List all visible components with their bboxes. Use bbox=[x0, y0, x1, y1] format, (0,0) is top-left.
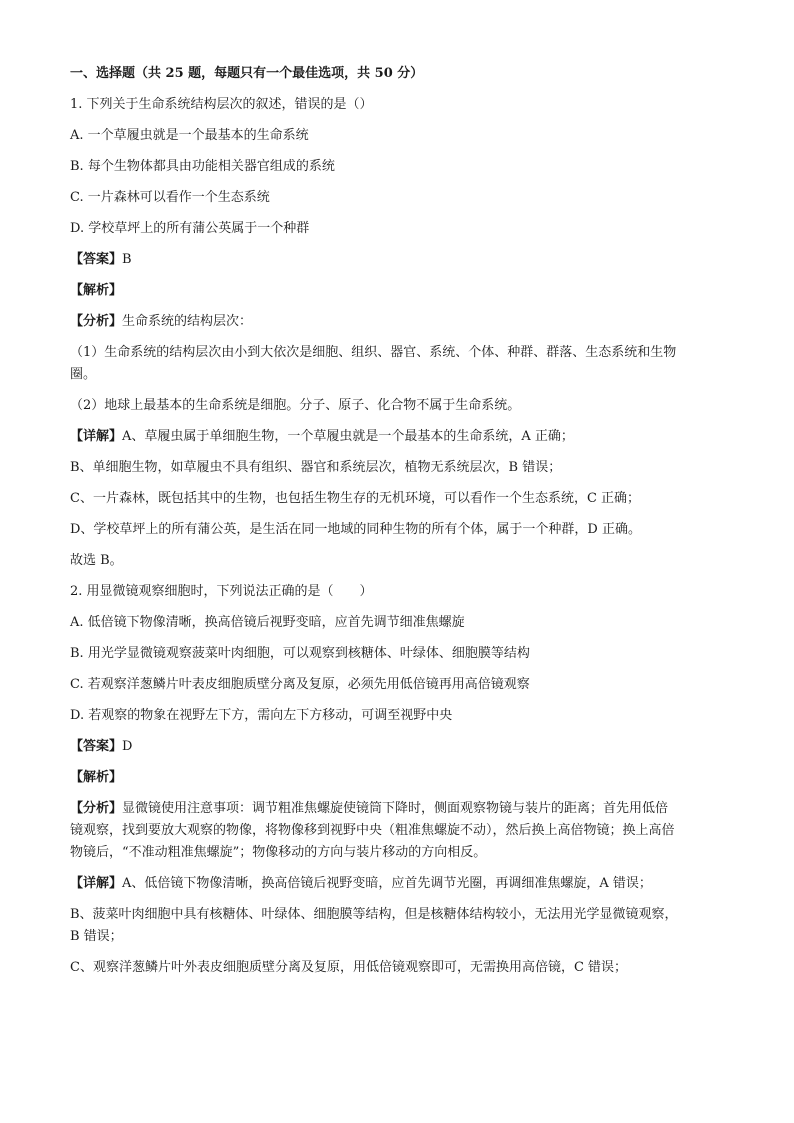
question-2-option-c: C. 若观察洋葱鳞片叶表皮细胞质壁分离及复原，必须先用低倍镜再用高倍镜观察 bbox=[70, 677, 530, 692]
question-2-analysis-tag: 【解析】 bbox=[70, 770, 123, 785]
question-2-option-a: A. 低倍镜下物像清晰，换高倍镜后视野变暗，应首先调节细准焦螺旋 bbox=[70, 615, 465, 630]
question-2-detail-b: B、菠菜叶肉细胞中具有核糖体、叶绿体、细胞膜等结构，但是核糖体结构较小，无法用光学显微镜观察， bbox=[70, 907, 678, 922]
question-1-option-b: B. 每个生物体都具由功能相关器官组成的系统 bbox=[70, 159, 335, 174]
answer-tag: 【答案】 bbox=[70, 739, 123, 754]
fenxi-tag: 【分析】 bbox=[70, 801, 123, 816]
question-1-detail-c: C、一片森林，既包括其中的生物，也包括生物生存的无机环境，可以看作一个生态系统，C 正确； bbox=[70, 491, 641, 506]
question-1-point-2: （2）地球上最基本的生命系统是细胞。分子、原子、化合物不属于生命系统。 bbox=[70, 398, 521, 413]
question-2-detail-c: C、观察洋葱鳞片叶外表皮细胞质壁分离及复原，用低倍镜观察即可，无需换用高倍镜，C 错误； bbox=[70, 960, 628, 975]
question-1-analysis-tag: 【解析】 bbox=[70, 283, 123, 298]
question-1-detail-d: D、学校草坪上的所有蒲公英，是生活在同一地域的同种生物的所有个体，属于一个种群，D 正确。 bbox=[70, 522, 641, 537]
question-1-fenxi bbox=[70, 312, 734, 332]
answer-value: D bbox=[122, 739, 133, 754]
question-1-answer bbox=[70, 250, 734, 270]
question-2-option-d: D. 若观察的物象在视野左下方，需向左下方移动，可调至视野中央 bbox=[70, 708, 453, 723]
section-title: 一、选择题（共 25 题，每题只有一个最佳选项，共 50 分） bbox=[70, 66, 424, 81]
question-1-point-1: （1）生命系统的结构层次由小到大依次是细胞、组织、器官、系统、个体、种群、群落、生态系统和生物 bbox=[70, 345, 677, 360]
fenxi-text: 生命系统的结构层次： bbox=[122, 314, 253, 329]
question-2-fenxi-cont-1: 镜观察，找到要放大观察的物像，将物像移到视野中央（粗准焦螺旋不动），然后换上高倍物镜；换上高倍 bbox=[70, 823, 675, 838]
question-1-stem: 1. 下列关于生命系统结构层次的叙述，错误的是（） bbox=[70, 97, 373, 112]
question-2-fenxi-cont-2: 物镜后，“不准动粗准焦螺旋”；物像移动的方向与装片移动的方向相反。 bbox=[70, 845, 487, 860]
question-2-answer bbox=[70, 737, 734, 757]
question-2-fenxi bbox=[70, 799, 734, 819]
question-2-option-b: B. 用光学显微镜观察菠菜叶肉细胞，可以观察到核糖体、叶绿体、细胞膜等结构 bbox=[70, 646, 530, 661]
fenxi-tag: 【分析】 bbox=[70, 314, 123, 329]
question-1-detail-b: B、单细胞生物，如草履虫不具有组织、器官和系统层次，植物无系统层次，B 错误； bbox=[70, 460, 562, 475]
question-1-point-1-cont: 圈。 bbox=[70, 367, 97, 382]
question-2-stem: 2. 用显微镜观察细胞时，下列说法正确的是（ ） bbox=[70, 584, 373, 599]
detail-text: A、草履虫属于单细胞生物，一个草履虫就是一个最基本的生命系统，A 正确； bbox=[122, 429, 574, 444]
question-1-option-d: D. 学校草坪上的所有蒲公英属于一个种群 bbox=[70, 221, 310, 236]
xiangjie-tag: 【详解】 bbox=[70, 876, 123, 891]
answer-tag: 【答案】 bbox=[70, 252, 123, 267]
detail-text: A、低倍镜下物像清晰，换高倍镜后视野变暗，应首先调节光圈，再调细准焦螺旋，A 错误； bbox=[122, 876, 652, 891]
answer-value: B bbox=[122, 252, 132, 267]
question-1-detail-a bbox=[70, 427, 734, 447]
question-2-detail-a bbox=[70, 874, 734, 894]
question-1-conclusion: 故选 B。 bbox=[70, 553, 123, 568]
question-1-option-c: C. 一片森林可以看作一个生态系统 bbox=[70, 190, 270, 205]
fenxi-text: 显微镜使用注意事项：调节粗准焦螺旋使镜筒下降时，侧面观察物镜与装片的距离；首先用低倍 bbox=[122, 801, 669, 816]
xiangjie-tag: 【详解】 bbox=[70, 429, 123, 444]
question-1-option-a: A. 一个草履虫就是一个最基本的生命系统 bbox=[70, 128, 309, 143]
question-2-detail-b-cont: B 错误； bbox=[70, 929, 123, 944]
